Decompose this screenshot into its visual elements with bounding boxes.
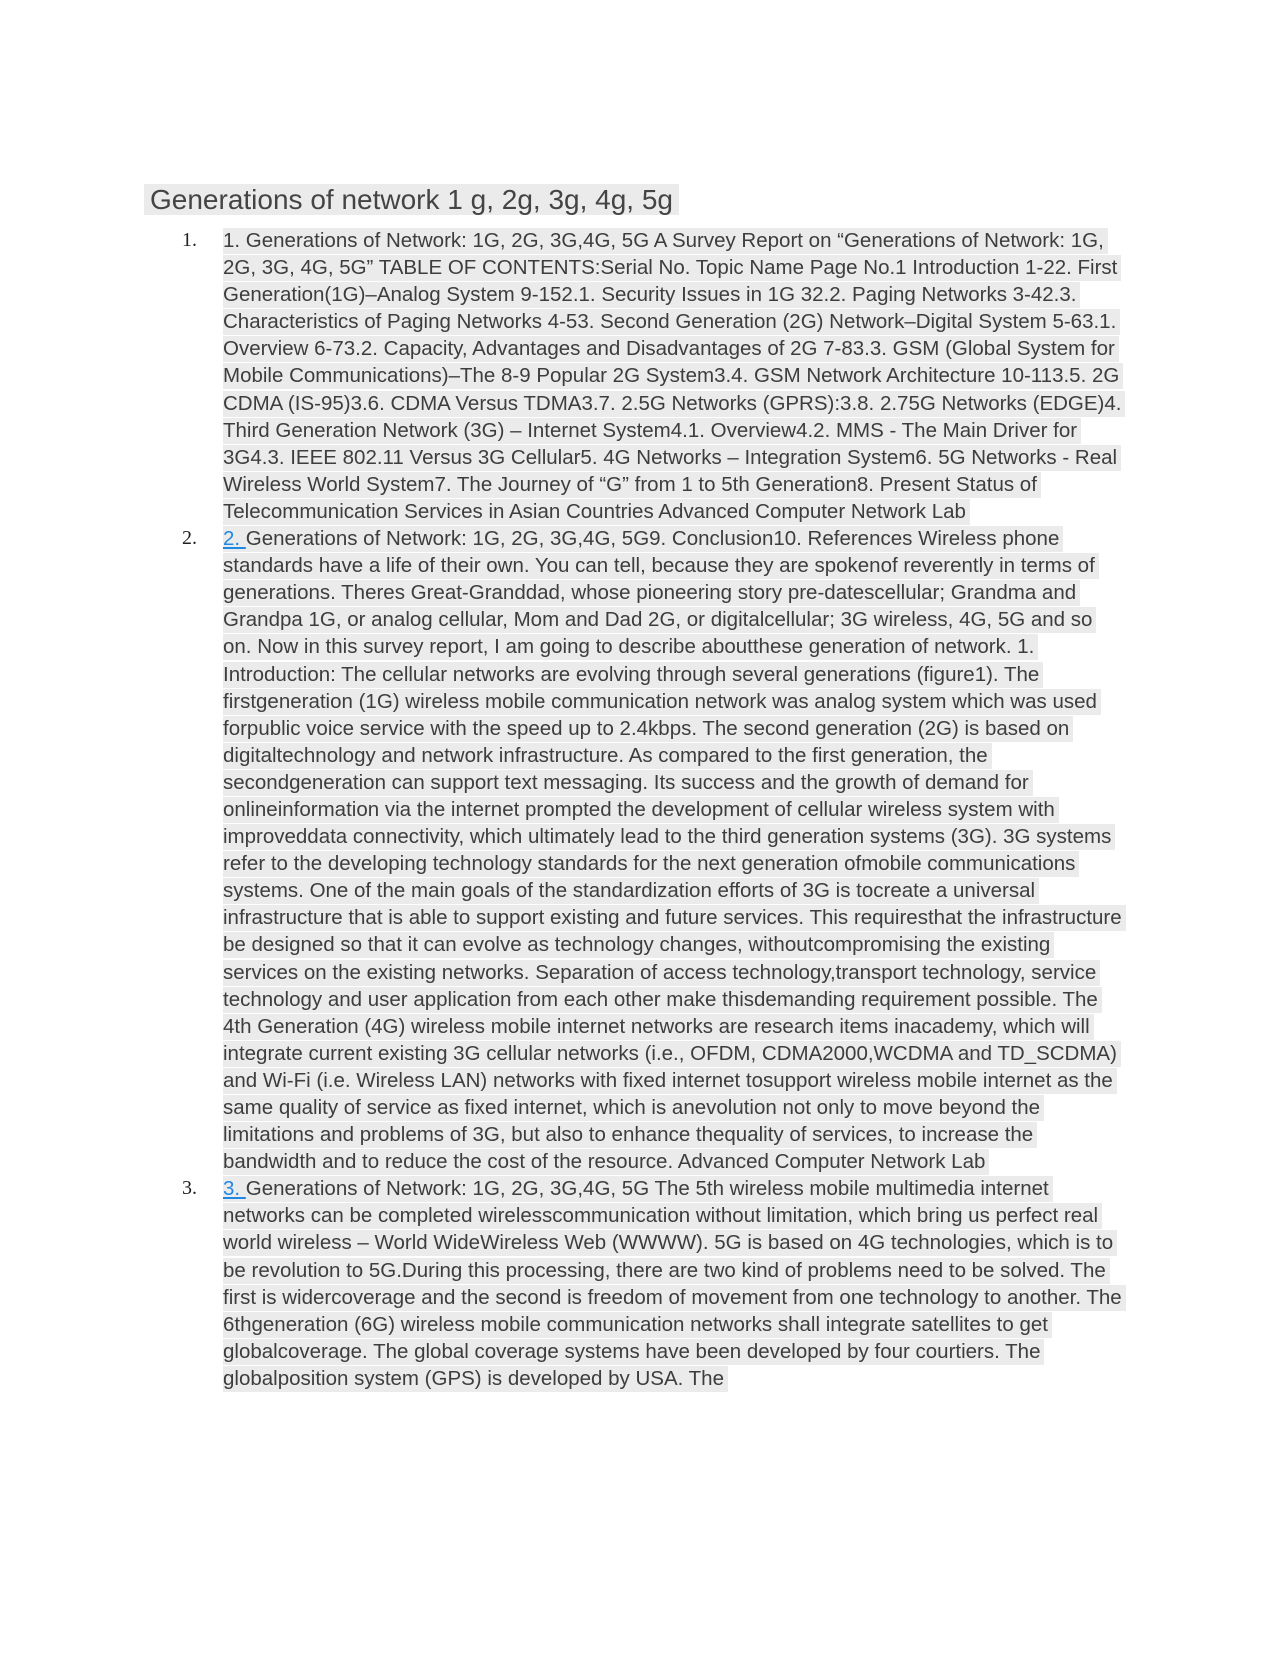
- list-item-number: 1.: [182, 229, 197, 251]
- page-link-2[interactable]: 2.: [223, 527, 246, 551]
- list-item-number: 3.: [182, 1177, 197, 1200]
- page-title: [150, 180, 679, 220]
- list-item-body: Generations of Network: 1G, 2G, 3G,4G, 5G9. Conclusion10. References Wireless phone standards have a life of their own. You can tell, because they are spokenof reverently in terms of generations. Theres Great-Granddad, whose pioneering story pre-datescellular; Grandma and Grandpa 1G, or analog cellular, Mom and Dad 2G, or digitalcellular; 3G wireless, 4G, 5G and so on. Now in this survey report, I am going to describe aboutthese generation of network. 1. Introduction: The cellular networks are evolving through several generations (figure1). The firstgeneration (1G) wireless mobile communication network was analog system which was used forpublic voice service with the speed up to 2.4kbps. The second generation (2G) is based on digitaltechnology and network infrastructure. As compared to the first generation, the secondgeneration can support text messaging. Its success and the growth of demand for onlineinformation via the internet prompted the development of cellular wireless system with improveddata connectivity, which ultimately lead to the third generation systems (3G). 3G systems refer to the developing technology standards for the next generation ofmobile communications systems. One of the main goals of the standardization efforts of 3G is tocreate a universal infrastructure that is able to support existing and future services. This requiresthat the infrastructure be designed so that it can evolve as technology changes, withoutcompromising the existing services on the existing networks. Separation of access technology,transport technology, service technology and user application from each other make thisdemanding requirement possible. The 4th Generation (4G) wireless mobile internet networks are research items inacademy, which will integrate current existing 3G cellular networks (i.e., OFDM, CDMA2000,WCDMA and TD_SCDMA) and Wi-Fi (i.e. Wireless LAN) networks with fixed internet tosupport wireless mobile internet as the same quality of service as fixed internet, which is anevolution not only to move beyond the limitations and problems of 3G, but also to enhance thequality of services, to increase the bandwidth and to reduce the cost of the resource. Advanced Computer Network Lab: [223, 527, 1122, 1174]
- list-item-number: 2.: [182, 527, 197, 550]
- content-list: [0, 227, 1280, 1392]
- page-link-3[interactable]: 3.: [223, 1177, 246, 1201]
- list-item-body: Generations of Network: 1G, 2G, 3G,4G, 5G The 5th wireless mobile multimedia internet networks can be completed wirelesscommunication without limitation, which bring us perfect real world wireless – World WideWireless Web (WWWW). 5G is based on 4G technologies, which is to be revolution to 5G.During this processing, there are two kind of problems need to be solved. The first is widercoverage and the second is freedom of movement from one technology to another. The 6thgeneration (6G) wireless mobile communication networks shall integrate satellites to get globalcoverage. The global coverage systems have been developed by four courtiers. The globalposition system (GPS) is developed by USA. The: [223, 1177, 1122, 1390]
- list-item: [0, 227, 1123, 525]
- list-item-text: [223, 525, 1123, 1175]
- list-item-text: [223, 227, 1123, 525]
- list-item: [0, 1175, 1123, 1392]
- list-item-body: 1. Generations of Network: 1G, 2G, 3G,4G, 5G A Survey Report on “Generations of Network: 1G, 2G, 3G, 4G, 5G” TABLE OF CONTENTS:Serial No. Topic Name Page No.1 Introduction 1-22. First Generation(1G)–Analog System 9-152.1. Security Issues in 1G 32.2. Paging Networks 3-42.3. Characteristics of Paging Networks 4-53. Second Generation (2G) Network–Digital System 5-63.1. Overview 6-73.2. Capacity, Advantages and Disadvantages of 2G 7-83.3. GSM (Global System for Mobile Communications)–The 8-9 Popular 2G System3.4. GSM Network Architecture 10-113.5. 2G CDMA (IS-95)3.6. CDMA Versus TDMA3.7. 2.5G Networks (GPRS):3.8. 2.75G Networks (EDGE)4. Third Generation Network (3G) – Internet System4.1. Overview4.2. MMS - The Main Driver for 3G4.3. IEEE 802.11 Versus 3G Cellular5. 4G Networks – Integration System6. 5G Networks - Real Wireless World System7. The Journey of “G” from 1 to 5th Generation8. Present Status of Telecommunication Services in Asian Countries Advanced Computer Network Lab: [223, 228, 1125, 525]
- page-title-text: Generations of network 1 g, 2g, 3g, 4g, 5g: [144, 184, 679, 215]
- list-item-text: [223, 1175, 1123, 1392]
- list-item: [0, 525, 1123, 1175]
